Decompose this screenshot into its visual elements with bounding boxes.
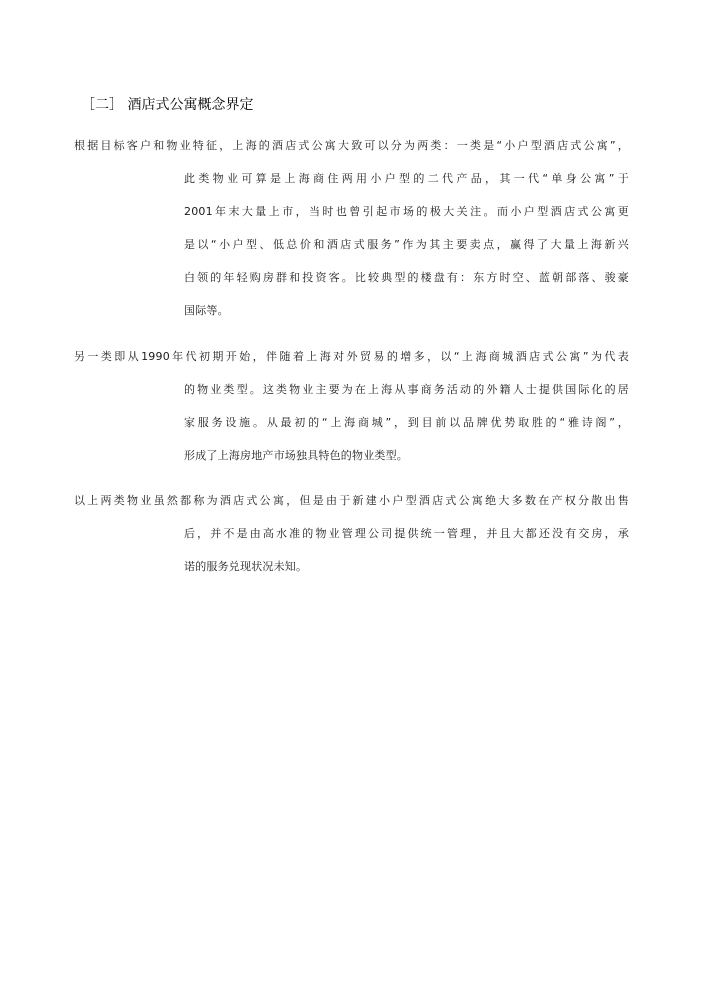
paragraph-line: 国际等。 — [184, 304, 229, 317]
paragraph-line: 的物业类型。这类物业主要为在上海从事商务活动的外籍人士提供国际化的居 — [184, 383, 629, 396]
paragraph-line: 形成了上海房地产市场独具特色的物业类型。 — [184, 449, 408, 462]
paragraph-line: 家服务设施。从最初的“上海商城”，到目前以品牌优势取胜的“雅诗阁”， — [184, 416, 629, 429]
paragraph-line: 以上两类物业虽然都称为酒店式公寓，但是由于新建小户型酒店式公寓绝大多数在产权分散出售 — [74, 494, 629, 507]
paragraph-line: 诺的服务兑现状况未知。 — [184, 560, 308, 573]
paragraph-line: 另一类即从1990年代初期开始，伴随着上海对外贸易的增多，以“上海商城酒店式公寓”为代表 — [74, 350, 629, 363]
paragraph-line: 2001年末大量上市，当时也曾引起市场的极大关注。而小户型酒店式公寓更 — [184, 205, 629, 218]
paragraph-line: 白领的年轻购房群和投资客。比较典型的楼盘有：东方时空、蓝朝部落、骏豪 — [184, 271, 629, 284]
paragraph-line: 是以“小户型、低总价和酒店式服务”作为其主要卖点，赢得了大量上海新兴 — [184, 238, 629, 251]
paragraph-line: 此类物业可算是上海商住两用小户型的二代产品，其一代“单身公寓”于 — [184, 172, 629, 185]
paragraph-line: 后，并不是由高水准的物业管理公司提供统一管理，并且大都还没有交房，承 — [184, 527, 629, 540]
section-heading: ［二］ 酒店式公寓概念界定 — [81, 97, 254, 113]
paragraph-line: 根据目标客户和物业特征，上海的酒店式公寓大致可以分为两类：一类是“小户型酒店式公寓”， — [74, 139, 629, 152]
